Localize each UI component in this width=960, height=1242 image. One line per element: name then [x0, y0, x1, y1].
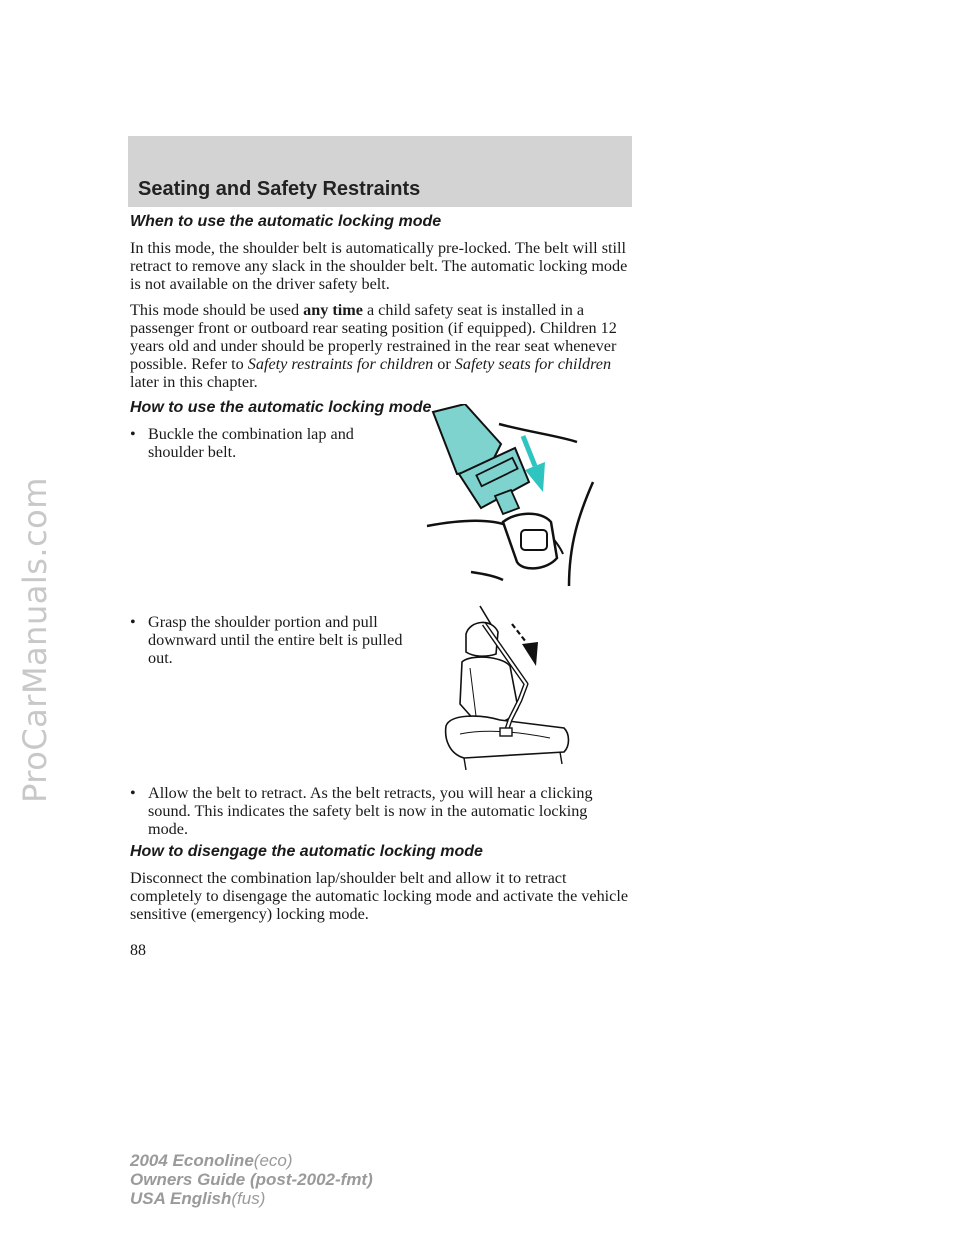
seat-belt-seat-illustration — [440, 604, 580, 770]
usage-text-1: This mode should be used — [130, 301, 304, 319]
buckle-illustration — [419, 404, 599, 590]
seat-back — [460, 657, 518, 724]
section-header — [128, 136, 632, 207]
footer-model-code: (eco) — [253, 1151, 293, 1170]
bullet-retract-text: Allow the belt to retract. As the belt retracts, you will hear a clicking sound. This indicates the safety belt is now in the automatic locking mode. — [148, 784, 593, 838]
footer-line-3 — [130, 1189, 373, 1208]
bullet-grasp — [130, 613, 413, 667]
bullet-dot: • — [130, 613, 136, 631]
watermark — [10, 280, 60, 1000]
seat-contour-right — [569, 482, 593, 586]
page-number: 88 — [130, 942, 146, 959]
section-title: Seating and Safety Restraints — [138, 178, 421, 200]
heading-how-to-use: How to use the automatic locking mode — [130, 399, 432, 416]
usage-text-2: a child safety seat is installed in a passenger front or outboard rear seating position (if equipped). Children 12 years old and under should be properly restrained in the rear seat whenever possible. Refer to — [130, 301, 617, 373]
paragraph-disengage: Disconnect the combination lap/shoulder belt and allow it to retract completely to disengage the automatic locking mode and activate the vehicle sensitive (emergency) locking mode. — [130, 869, 629, 923]
heading-disengage: How to disengage the automatic locking mode — [130, 843, 483, 860]
seat-contour-bottom — [471, 572, 503, 580]
paragraph-intro: In this mode, the shoulder belt is automatically pre-locked. The belt will still retract to remove any slack in the shoulder belt. The automatic locking mode is not available on the driver safety belt. — [130, 239, 628, 293]
bullet-dot: • — [130, 425, 136, 443]
usage-emphasis: any time — [303, 301, 363, 319]
footer-model: 2004 Econoline — [130, 1151, 254, 1170]
paragraph-usage — [130, 301, 630, 391]
bullet-retract-item — [130, 784, 630, 838]
buckle-release-button — [521, 530, 547, 550]
seat-contour-left — [427, 521, 509, 526]
seat-contour-top — [499, 424, 577, 442]
watermark-text: ProCarManuals.com — [16, 477, 54, 803]
bullet-grasp-text: Grasp the shoulder portion and pull downward until the entire belt is pulled out. — [148, 613, 403, 667]
reference-safety-seats: Safety seats for children — [454, 355, 612, 373]
footer-language-code: (fus) — [231, 1189, 266, 1208]
footer-language: USA English — [130, 1189, 232, 1208]
belt-buckle — [500, 728, 512, 736]
bullet-dot: • — [130, 784, 136, 802]
footer-line-1 — [130, 1151, 373, 1170]
reference-safety-restraints: Safety restraints for children — [247, 355, 434, 373]
bullet-buckle-text: Buckle the combination lap and shoulder belt. — [148, 425, 354, 461]
pull-arrow-head — [522, 642, 538, 666]
bullet-buckle — [130, 425, 413, 461]
footer-line-2 — [130, 1170, 373, 1189]
usage-text-3: later in this chapter. — [130, 373, 258, 391]
bullet-retract — [130, 784, 630, 838]
footer-guide: Owners Guide (post-2002-fmt) — [130, 1170, 373, 1189]
heading-when-to-use: When to use the automatic locking mode — [130, 213, 442, 230]
arrow-shaft — [523, 436, 535, 466]
usage-or: or — [433, 355, 455, 373]
pull-arrow-shaft — [512, 624, 526, 642]
document-footer — [130, 1151, 373, 1208]
